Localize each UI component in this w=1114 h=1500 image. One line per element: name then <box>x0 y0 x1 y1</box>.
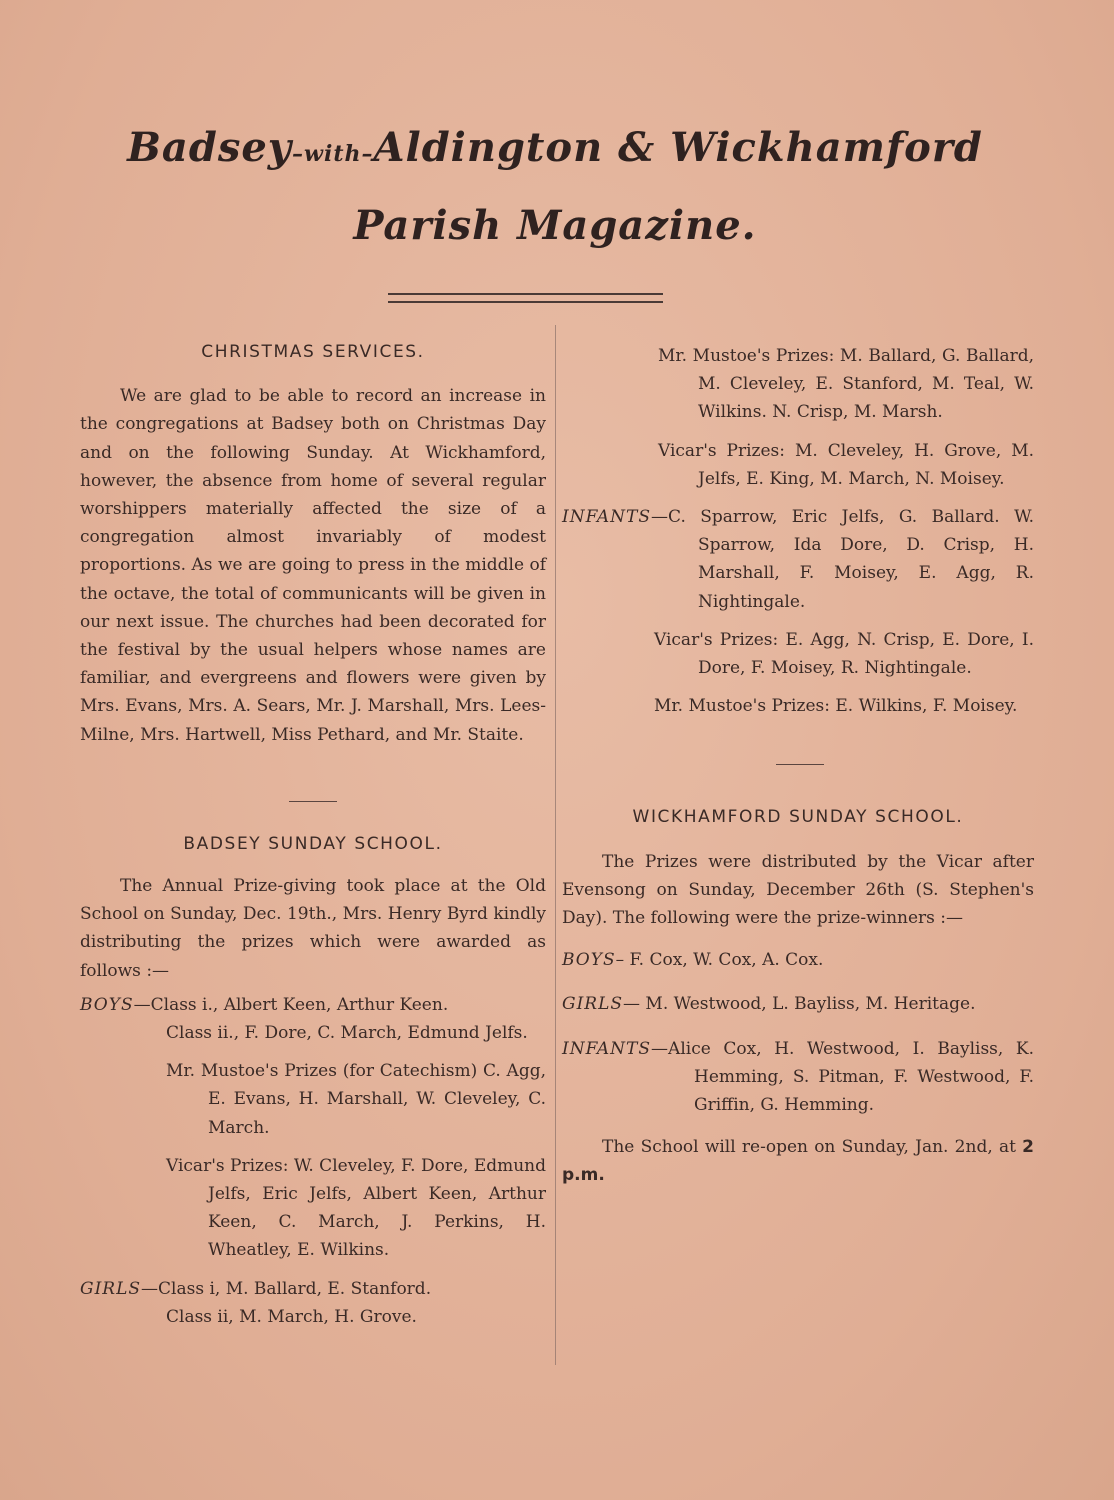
boys-class1-text: —Class i., Albert Keen, Arthur Keen. <box>133 994 449 1015</box>
reopen-time: 2 p.m. <box>562 1137 1034 1186</box>
wick-boys-label: BOYS <box>562 950 616 971</box>
wick-boys-list: – F. Cox, W. Cox, A. Cox. <box>615 950 824 971</box>
wickhamford-girls <box>562 990 1034 1018</box>
wick-infants-label: INFANTS <box>562 1038 652 1059</box>
badsey-girls-class1 <box>80 1275 546 1303</box>
badsey-boys-mustoe: Mr. Mustoe's Prizes (for Catechism) C. Agg, E. Evans, H. Marshall, W. Cleveley, C. March. <box>166 1061 546 1138</box>
girls-label: GIRLS <box>80 1278 142 1299</box>
wickhamford-reopen <box>562 1133 1034 1189</box>
left-column <box>80 338 546 1331</box>
masthead-double-rule <box>388 293 663 303</box>
badsey-infants <box>562 503 1034 616</box>
badsey-girls-class2: Class ii, M. March, H. Grove. <box>166 1306 417 1327</box>
masthead <box>60 120 1050 254</box>
girls-class1-text: —Class i, M. Ballard, E. Stanford. <box>141 1278 432 1299</box>
masthead-badsey: Badsey <box>127 124 293 171</box>
wickhamford-heading: WICKHAMFORD SUNDAY SCHOOL. <box>632 807 964 828</box>
badsey-intro: The Annual Prize-giving took place at the Old School on Sunday, Dec. 19th., Mrs. Henry Byrd kindly distributing the prizes which were awarded as follows :— <box>80 876 546 981</box>
badsey-boys-class1 <box>80 991 546 1019</box>
wick-girls-list: — M. Westwood, L. Bayliss, M. Heritage. <box>623 994 976 1015</box>
masthead-with: –with– <box>292 141 374 167</box>
wickhamford-boys <box>562 946 1034 974</box>
reopen-text: The School will re-open on Sunday, Jan. 2nd, at <box>602 1137 1016 1158</box>
badsey-infants-vicar: Vicar's Prizes: E. Agg, N. Crisp, E. Dore, I. Dore, F. Moisey, R. Nightingale. <box>654 629 1034 679</box>
badsey-infants-mustoe: Mr. Mustoe's Prizes: E. Wilkins, F. Moisey. <box>654 696 1018 717</box>
masthead-aldington-wickhamford: Aldington & Wickhamford <box>373 124 983 171</box>
badsey-boys-class2: Class ii., F. Dore, C. March, Edmund Jelfs. <box>166 1023 528 1044</box>
column-divider <box>555 325 556 1365</box>
masthead-line1 <box>60 120 1050 182</box>
badsey-girls-vicar: Vicar's Prizes: M. Cleveley, H. Grove, M. Jelfs, E. King, M. March, N. Moisey. <box>658 440 1034 489</box>
christmas-heading: CHRISTMAS SERVICES. <box>201 342 425 362</box>
wick-infants-list: —Alice Cox, H. Westwood, I. Bayliss, K. Hemming, S. Pitman, F. Westwood, F. Griffin, G. Hemming. <box>651 1038 1034 1116</box>
infants-list-text: —C. Sparrow, Eric Jelfs, G. Ballard. W. Sparrow, Ida Dore, D. Crisp, H. Marshall, F. Moisey, E. Agg, R. Nightingale. <box>651 507 1034 612</box>
infants-label: INFANTS <box>562 507 652 528</box>
wickhamford-intro: The Prizes were distributed by the Vicar after Evensong on Sunday, December 26th (S. Stephen's Day). The following were the prize-winners :— <box>562 851 1034 929</box>
wick-girls-label: GIRLS <box>562 994 624 1015</box>
badsey-boys-vicar: Vicar's Prizes: W. Cleveley, F. Dore, Edmund Jelfs, Eric Jelfs, Albert Keen, Arthur Keen, C. March, J. Perkins, H. Wheatley, E. Wilkins. <box>166 1155 547 1261</box>
boys-label: BOYS <box>80 994 134 1015</box>
masthead-line2: Parish Magazine. <box>353 202 757 249</box>
badsey-girls-mustoe: Mr. Mustoe's Prizes: M. Ballard, G. Ballard, M. Cleveley, E. Stanford, M. Teal, W. Wilkins. N. Crisp, M. Marsh. <box>658 346 1034 423</box>
wickhamford-infants <box>562 1035 1034 1120</box>
badsey-heading: BADSEY SUNDAY SCHOOL. <box>183 833 443 854</box>
christmas-body: We are glad to be able to record an increase in the congregations at Badsey both on Christmas Day and on the following Sunday. At Wickhamford, however, the absence from home of several regular worshippers materially affected the size of a congregation almost invariably of modest proportions. As we are going to press in the middle of the octave, the total of communicants will be given in our next issue. The churches had been decorated for the festival by the usual helpers whose names are familiar, and evergreens and flowers were given by Mrs. Evans, Mrs. A. Sears, Mr. J. Marshall, Mrs. Lees-Milne, Mrs. Hartwell, Miss Pethard, and Mr. Staite. <box>80 386 546 745</box>
right-column <box>562 342 1034 1190</box>
